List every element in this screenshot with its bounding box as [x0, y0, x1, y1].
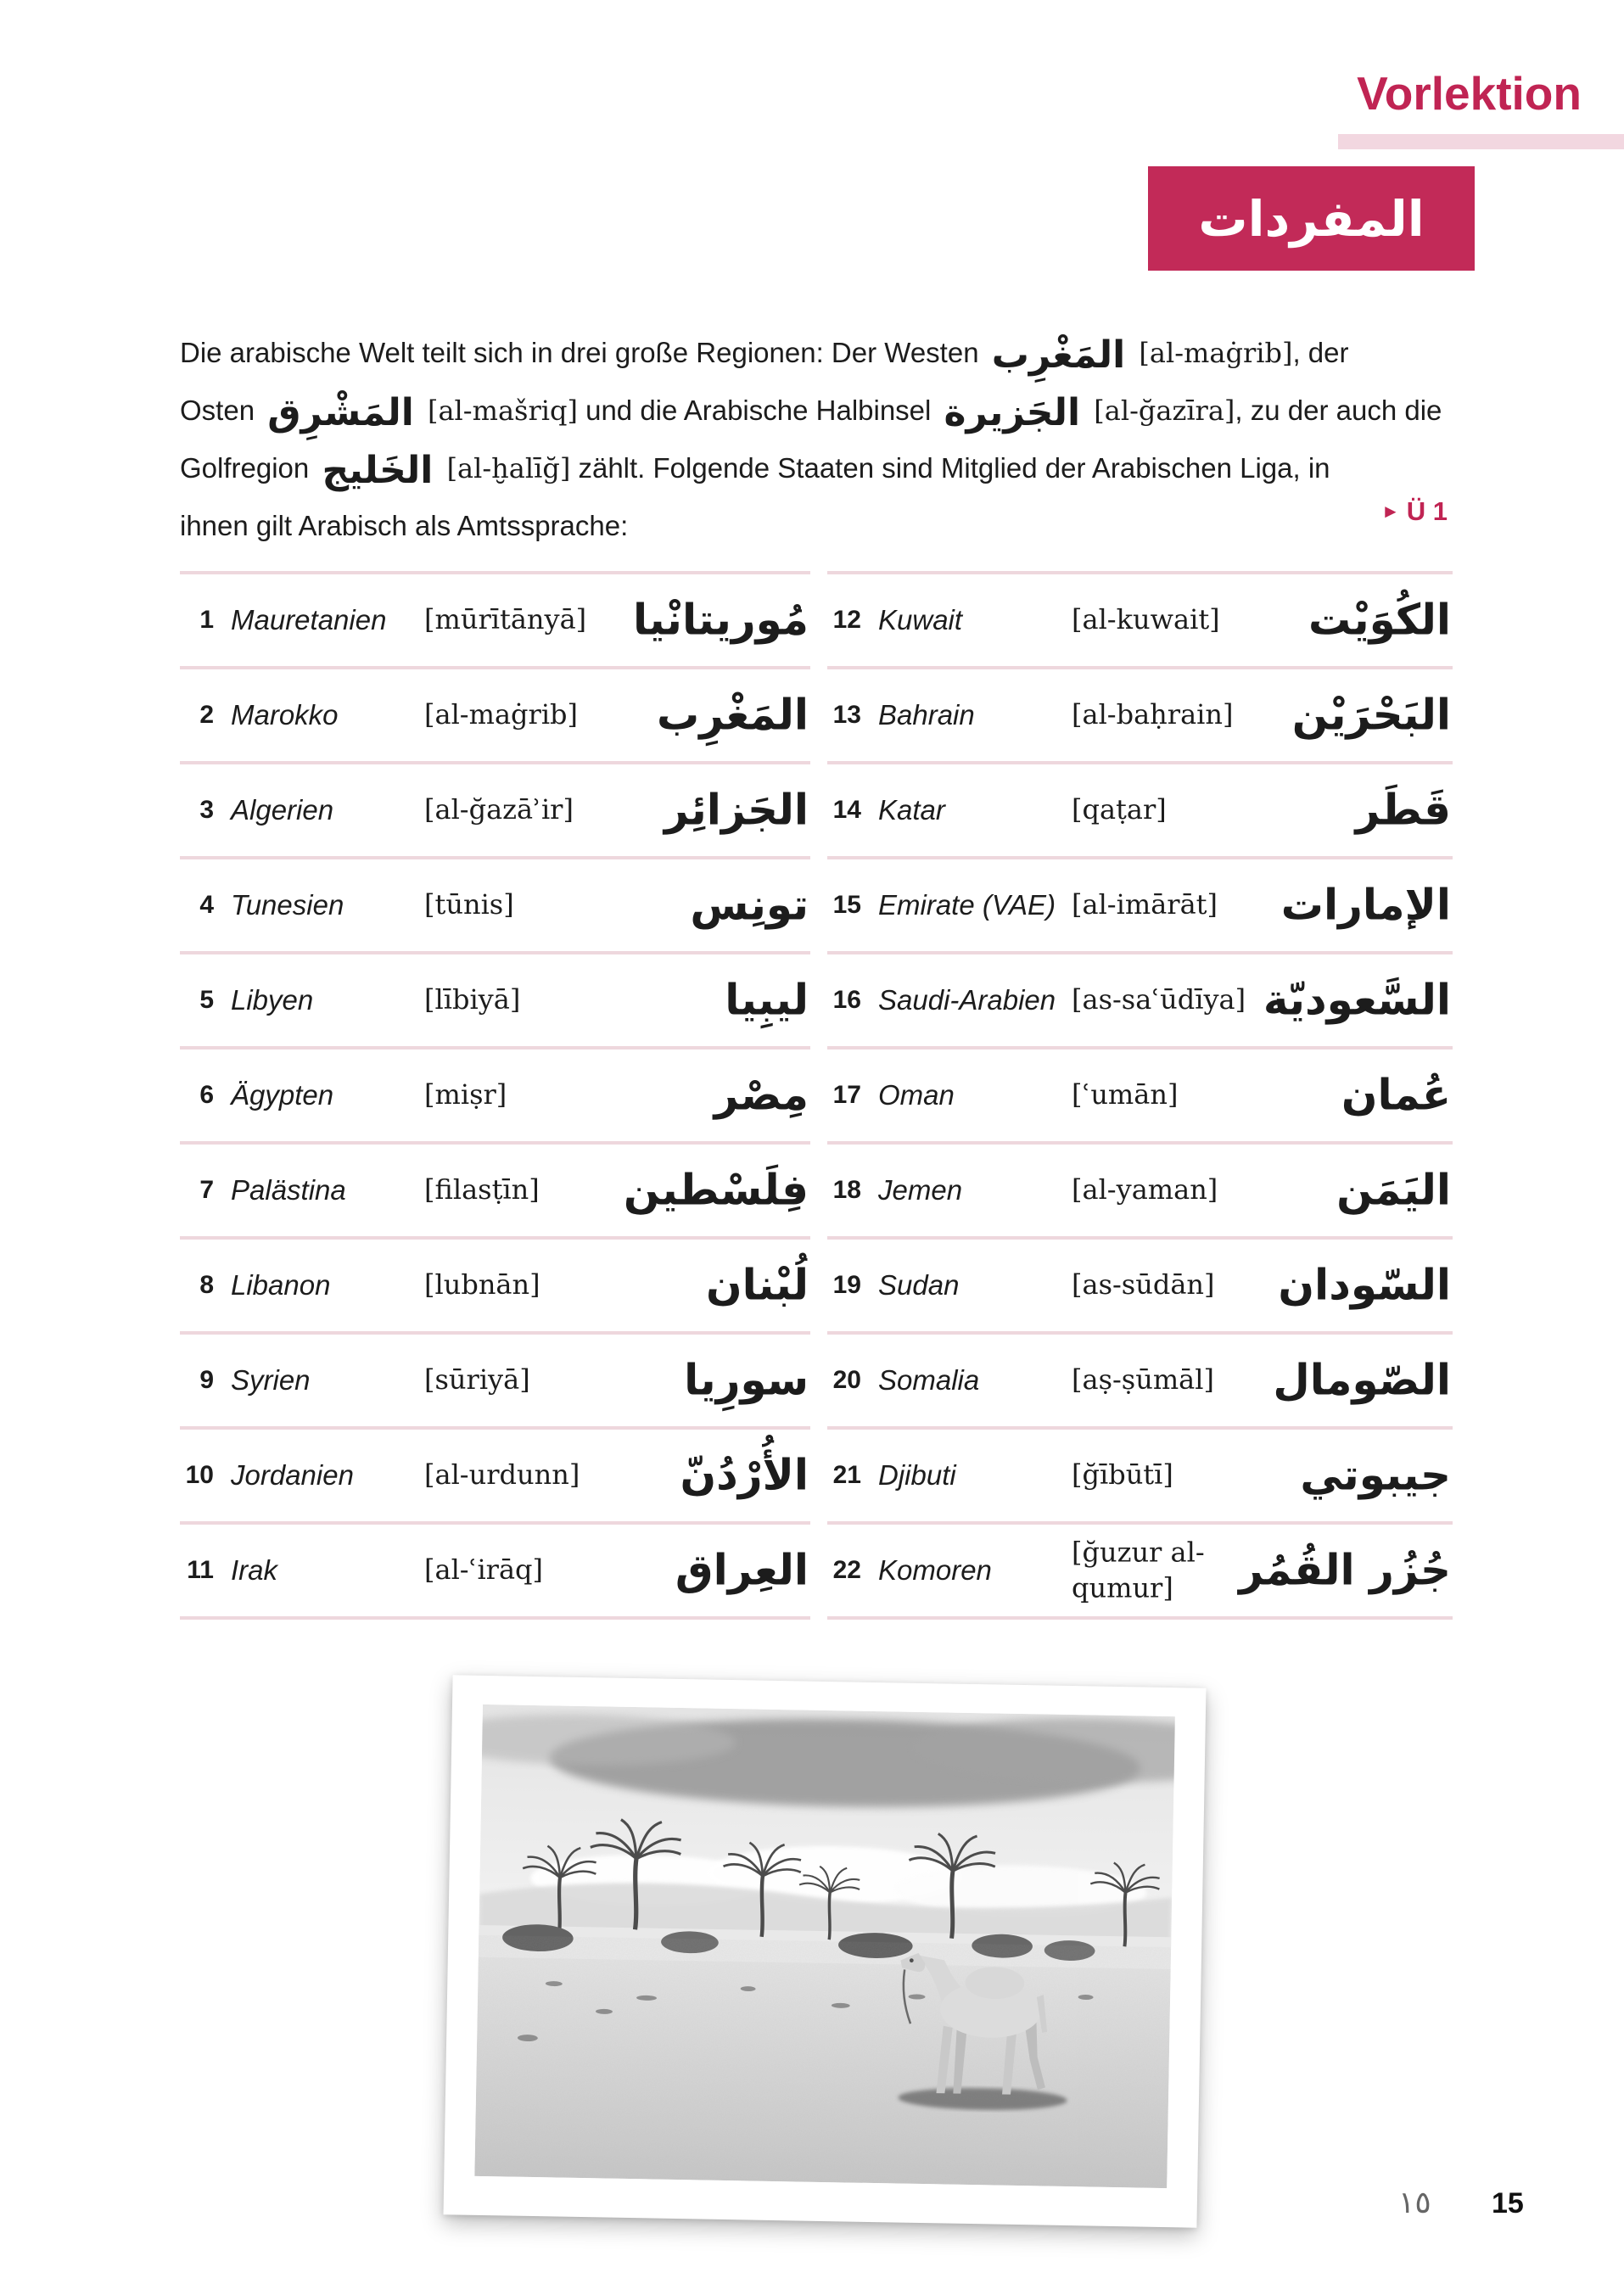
country-name-arabic: اليَمَن	[1336, 1165, 1451, 1215]
country-number: 9	[199, 1366, 214, 1394]
country-transliteration: [ğuzur al-qumur]	[1072, 1536, 1205, 1604]
country-transliteration: [aṣ-ṣūmāl]	[1072, 1363, 1214, 1397]
country-row	[180, 761, 810, 856]
page-number-latin: 15	[1492, 2187, 1524, 2219]
country-row	[827, 1521, 1453, 1616]
country-number: 4	[199, 891, 214, 919]
intro-transliteration: [al-maġrib]	[1130, 337, 1293, 369]
country-name-arabic: عُمان	[1341, 1070, 1451, 1120]
country-name-arabic: السّودان	[1278, 1260, 1451, 1310]
intro-line	[180, 382, 1453, 439]
country-transliteration: [ğībūtī]	[1072, 1458, 1173, 1492]
intro-arabic-word: المَغْرِب	[991, 333, 1126, 377]
intro-german-text: ihnen gilt Arabisch als Amtssprache:	[180, 510, 629, 541]
country-name-german: Sudan	[878, 1269, 960, 1301]
country-number: 10	[185, 1461, 214, 1489]
country-number: 12	[832, 606, 861, 634]
country-row	[180, 1046, 810, 1141]
country-name-arabic: قَطَر	[1355, 785, 1451, 835]
country-number: 13	[832, 701, 861, 729]
country-name-arabic: المَغْرِب	[656, 690, 809, 740]
country-row	[180, 1521, 810, 1616]
country-name-german: Jordanien	[231, 1459, 354, 1491]
camel-desert-photo	[444, 1675, 1207, 2227]
intro-arabic-word: الجَزيرة	[944, 391, 1081, 434]
country-row	[180, 951, 810, 1046]
country-transliteration: [al-imārāt]	[1072, 888, 1218, 921]
country-row	[180, 571, 810, 666]
intro-german-text: und die Arabische Halbinsel	[577, 395, 939, 426]
intro-line	[180, 497, 1453, 555]
country-transliteration: [al-ʿirāq]	[424, 1553, 544, 1587]
vocab-title-arabic: المفردات	[1198, 189, 1425, 248]
country-transliteration: [qaṭar]	[1072, 793, 1167, 826]
country-row	[180, 1331, 810, 1426]
country-transliteration: [miṣr]	[424, 1078, 507, 1111]
country-transliteration: [lībiyā]	[424, 983, 521, 1016]
country-name-arabic: جُزُر القُمُر	[1239, 1545, 1451, 1595]
intro-german-text: zählt. Folgende Staaten sind Mitglied der Arabischen Liga, in	[570, 452, 1330, 484]
country-row	[827, 761, 1453, 856]
country-row	[827, 666, 1453, 761]
country-name-german: Komoren	[878, 1554, 992, 1586]
country-row	[827, 1426, 1453, 1521]
country-row	[827, 571, 1453, 666]
country-name-arabic: لُبْنان	[705, 1260, 809, 1310]
country-name-german: Bahrain	[878, 699, 975, 730]
country-transliteration: [al-baḥrain]	[1072, 698, 1234, 731]
country-transliteration: [filasṭīn]	[424, 1173, 540, 1206]
intro-transliteration: [al-mašriq]	[418, 395, 578, 427]
intro-german-text: Golfregion	[180, 452, 317, 484]
country-number: 21	[832, 1461, 861, 1489]
country-transliteration: [as-sūdān]	[1072, 1268, 1215, 1301]
intro-german-text: , zu der auch die	[1235, 395, 1442, 426]
country-number: 2	[199, 701, 214, 729]
country-name-arabic: البَحْرَيْن	[1291, 690, 1451, 740]
country-number: 11	[187, 1556, 214, 1584]
section-title: Vorlektion	[1357, 67, 1582, 120]
country-name-german: Saudi-Arabien	[878, 984, 1056, 1016]
country-transliteration: [tūnis]	[424, 888, 514, 921]
country-name-german: Jemen	[878, 1174, 963, 1206]
intro-line	[180, 324, 1453, 382]
exercise-reference	[1381, 496, 1448, 527]
country-name-arabic: الكُوَيْت	[1308, 595, 1451, 645]
country-name-german: Irak	[231, 1554, 278, 1586]
country-number: 16	[832, 986, 861, 1014]
country-row	[827, 951, 1453, 1046]
country-transliteration: [al-kuwait]	[1072, 603, 1220, 636]
countries-column-left	[180, 571, 810, 1620]
intro-transliteration: [al-ḫalīğ]	[438, 452, 571, 484]
intro-arabic-word: الخَليج	[322, 449, 434, 492]
country-transliteration: [mūrītānyā]	[424, 603, 587, 636]
country-row	[180, 1141, 810, 1236]
country-name-german: Djibuti	[878, 1459, 956, 1491]
country-row	[180, 856, 810, 951]
country-name-arabic: جيبوتي	[1300, 1450, 1451, 1500]
country-transliteration: [al-yaman]	[1072, 1173, 1218, 1206]
country-number: 8	[199, 1271, 214, 1299]
country-row	[827, 856, 1453, 951]
country-row	[827, 1046, 1453, 1141]
intro-german-text: Die arabische Welt teilt sich in drei große Regionen: Der Westen	[180, 337, 987, 368]
country-number: 6	[199, 1081, 214, 1109]
intro-paragraph	[180, 324, 1453, 555]
ground-texture	[474, 1957, 1170, 2188]
intro-german-text: , der	[1292, 337, 1349, 368]
intro-line	[180, 439, 1453, 497]
country-name-arabic: ليبِيا	[725, 975, 809, 1025]
country-name-german: Libanon	[231, 1269, 331, 1301]
country-name-arabic: السَّعوديّة	[1263, 975, 1451, 1025]
country-name-arabic: العِراق	[675, 1545, 809, 1595]
country-row	[180, 1236, 810, 1331]
intro-german-text: Osten	[180, 395, 263, 426]
country-row	[180, 666, 810, 761]
country-transliteration: [al-ğazāʾir]	[424, 793, 574, 826]
country-number: 14	[832, 796, 861, 824]
country-name-german: Mauretanien	[231, 604, 387, 635]
country-name-german: Syrien	[231, 1364, 311, 1396]
country-number: 1	[199, 606, 214, 634]
country-name-german: Oman	[878, 1079, 955, 1111]
exercise-label: Ü 1	[1406, 496, 1448, 526]
intro-arabic-word: المَشْرِق	[267, 391, 414, 434]
country-number: 5	[199, 986, 214, 1014]
country-row	[827, 1141, 1453, 1236]
country-row	[827, 1331, 1453, 1426]
country-number: 3	[199, 796, 214, 824]
exercise-arrow-icon: ►	[1381, 501, 1400, 522]
country-name-german: Tunesien	[231, 889, 344, 921]
countries-column-right	[827, 571, 1453, 1620]
country-name-arabic: مُوريتانْيا	[632, 595, 809, 645]
country-transliteration: [al-maġrib]	[424, 698, 579, 731]
country-transliteration: [lubnān]	[424, 1268, 540, 1301]
country-transliteration: [as-saʿūdīya]	[1072, 983, 1246, 1016]
country-name-german: Katar	[878, 794, 945, 826]
country-name-german: Marokko	[231, 699, 339, 730]
country-number: 22	[832, 1556, 861, 1584]
country-transliteration: [ʿumān]	[1072, 1078, 1179, 1111]
country-name-german: Somalia	[878, 1364, 980, 1396]
country-number: 20	[832, 1366, 861, 1394]
country-row	[827, 1236, 1453, 1331]
country-transliteration: [al-urdunn]	[424, 1458, 580, 1492]
country-number: 17	[832, 1081, 861, 1109]
intro-transliteration: [al-ğazīra]	[1085, 395, 1235, 427]
country-row	[180, 1426, 810, 1521]
country-name-arabic: مِصْر	[714, 1070, 809, 1120]
country-name-german: Ägypten	[231, 1079, 334, 1111]
country-name-arabic: الجَزائِر	[664, 785, 809, 835]
country-name-german: Emirate (VAE)	[878, 889, 1056, 921]
country-name-arabic: الإمارات	[1280, 880, 1451, 930]
country-number: 19	[832, 1271, 861, 1299]
page-number-arabic: ١٥	[1398, 2186, 1431, 2220]
country-name-german: Algerien	[231, 794, 334, 826]
country-name-arabic: تونِس	[690, 880, 809, 930]
country-name-arabic: فِلَسْطين	[623, 1165, 809, 1215]
country-name-arabic: الأُرْدُنّ	[680, 1450, 809, 1500]
country-name-german: Palästina	[231, 1174, 346, 1206]
desert-scene-graphic	[474, 1704, 1175, 2188]
country-name-german: Libyen	[231, 984, 314, 1016]
country-name-arabic: الصّومال	[1273, 1355, 1451, 1405]
section-underline-bar	[1338, 134, 1624, 149]
country-number: 18	[832, 1176, 861, 1204]
vocab-title-box	[1148, 166, 1475, 271]
country-number: 7	[199, 1176, 214, 1204]
country-transliteration: [sūriyā]	[424, 1363, 530, 1397]
country-name-arabic: سورِيا	[684, 1355, 809, 1405]
country-name-german: Kuwait	[878, 604, 963, 635]
country-number: 15	[832, 891, 861, 919]
